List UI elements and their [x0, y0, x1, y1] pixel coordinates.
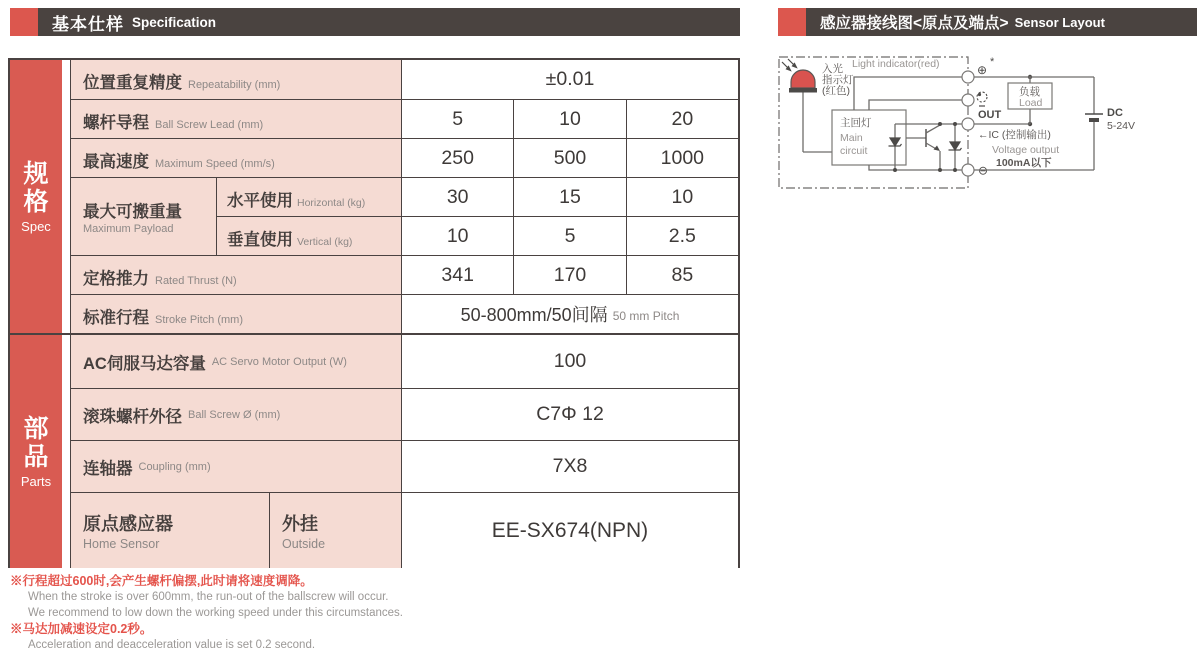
label-en: Home Sensor [83, 537, 160, 551]
red-accent-square [778, 8, 806, 36]
parts-band-label-zh: 部品 [23, 414, 49, 471]
footnote-accel-en: Acceleration and deacceleration value is set 0.2 second. [28, 639, 316, 651]
out-terminal [962, 118, 974, 130]
value-cell: 100 [401, 335, 738, 388]
sub-label [216, 217, 401, 255]
label-zh: 螺杆导程 [83, 114, 149, 132]
plus-symbol: ⊕ [977, 63, 988, 77]
value-cell: 10 [626, 178, 738, 216]
value-cell: EE-SX674(NPN) [401, 493, 738, 568]
row-label [71, 256, 401, 294]
label-zh: 垂直使用 [227, 231, 293, 249]
value-cell: 10 [401, 217, 513, 255]
label-en: Vertical (kg) [297, 236, 353, 248]
label-zh: 滚珠螺杆外径 [83, 407, 182, 426]
stroke-value-zh: 50-800mm/50间隔 [460, 305, 608, 325]
light-in-label-zh2: 指示灯 [822, 74, 854, 86]
spec-section-band [10, 60, 62, 333]
row-label [71, 60, 401, 99]
spec-header-title-zh: 基本仕样 [52, 14, 124, 34]
payload-group-label [71, 178, 216, 255]
row-label [71, 335, 401, 388]
light-in-label-zh3: (红色) [822, 85, 850, 97]
spec-header-bar [10, 8, 740, 36]
specification-table [8, 58, 740, 568]
value-cell [401, 295, 738, 333]
spec-band-label-en: Spec [21, 218, 51, 234]
sensor-wiring-diagram [774, 48, 1198, 200]
parts-band-label-en: Parts [20, 473, 52, 489]
label-en: Ball Screw Lead (mm) [155, 119, 264, 131]
value-cell: 7X8 [401, 441, 738, 492]
value-cell: C7Φ 12 [401, 389, 738, 440]
value-cell: 30 [401, 178, 513, 216]
value-cell: 5 [401, 100, 513, 138]
row-max-speed [71, 138, 738, 177]
parts-section [10, 333, 738, 568]
plus-terminal [962, 71, 974, 83]
band-gutter [62, 335, 70, 568]
row-ball-screw-lead [71, 99, 738, 138]
load-label-zh: 负载 [1019, 86, 1040, 98]
home-sensor-label [71, 493, 269, 568]
minus-symbol: ⊖ [978, 163, 989, 178]
label-zh: 连轴器 [83, 459, 133, 478]
footnotes [10, 573, 750, 654]
row-label [71, 139, 401, 177]
label-en: Outside [282, 537, 326, 551]
load-label-en: Load [1019, 97, 1043, 109]
value-cell: 5 [513, 217, 625, 255]
value-cell: 10 [513, 100, 625, 138]
main-circuit-label-zh: 主回灯 [840, 117, 872, 129]
label-zh: 标准行程 [83, 309, 149, 327]
row-home-sensor [71, 492, 738, 568]
label-en: Coupling (mm) [138, 460, 211, 473]
spec-header-title-en: Specification [132, 14, 217, 30]
dc-label: DC [1107, 107, 1123, 119]
sensor-layout-header-bar [778, 8, 1197, 36]
l-terminal [962, 94, 974, 106]
footnote-stroke-en2: We recommend to low down the working speed under this circumstances. [28, 606, 403, 619]
sensor-header-title-zh: 感应器接线图<原点及端点> [820, 15, 1009, 32]
main-circuit-label-en2: circuit [840, 145, 868, 157]
label-en: Rated Thrust (N) [155, 275, 237, 287]
home-sensor-mount-label [269, 493, 401, 568]
light-indicator-label: Light indicator(red) [852, 58, 940, 70]
row-max-payload [71, 177, 738, 255]
value-cell: 250 [401, 139, 513, 177]
row-ball-screw-dia [71, 388, 738, 440]
asterisk: * [990, 56, 995, 68]
label-zh: 水平使用 [227, 192, 293, 210]
footnote-stroke-en1: When the stroke is over 600mm, the run-out of the ballscrew will occur. [28, 591, 389, 603]
label-en: Stroke Pitch (mm) [155, 314, 244, 326]
row-payload-vertical [216, 216, 738, 255]
dc-range-label: 5-24V [1107, 120, 1136, 132]
stroke-value-en: 50 mm Pitch [612, 309, 680, 323]
row-label [71, 295, 401, 333]
label-en: Horizontal (kg) [297, 197, 366, 209]
spec-section [10, 60, 738, 333]
light-arrows-icon [782, 59, 797, 71]
dc-battery-icon [1085, 114, 1103, 120]
row-coupling [71, 440, 738, 492]
label-en: AC Servo Motor Output (W) [211, 355, 347, 368]
label-zh: AC伺服马达容量 [83, 354, 206, 373]
label-en: Repeatability (mm) [188, 79, 281, 91]
label-en: Maximum Speed (mm/s) [155, 158, 275, 170]
value-cell: 15 [513, 178, 625, 216]
label-zh: 最大可搬重量 [83, 203, 182, 221]
current-limit-label: 100mA以下 [996, 157, 1052, 169]
out-label: OUT [978, 109, 1002, 121]
footnote-accel-zh: ※马达加减速设定0.2秒。 [10, 622, 153, 636]
value-cell: 1000 [626, 139, 738, 177]
value-cell: 500 [513, 139, 625, 177]
row-payload-horizontal [216, 178, 738, 216]
value-cell: 341 [401, 256, 513, 294]
value-cell: 85 [626, 256, 738, 294]
minus-terminal [962, 164, 974, 176]
row-rated-thrust [71, 255, 738, 294]
spec-band-label-zh: 规格 [23, 159, 49, 216]
row-label [71, 441, 401, 492]
value-cell: 170 [513, 256, 625, 294]
row-servo-output [71, 335, 738, 388]
red-accent-square [10, 8, 38, 36]
band-gutter [62, 60, 70, 333]
parts-section-band [10, 335, 62, 568]
sub-label [216, 178, 401, 216]
row-label [71, 389, 401, 440]
row-stroke [71, 294, 738, 333]
label-en: Maximum Payload [83, 223, 174, 235]
spec-header-title-bar [38, 8, 740, 36]
label-en: Ball Screw Ø (mm) [188, 408, 281, 421]
light-in-label-zh1: 入光 [822, 63, 843, 75]
value-cell: 2.5 [626, 217, 738, 255]
label-zh: 位置重复精度 [83, 74, 182, 92]
sensor-header-title-en: Sensor Layout [1014, 14, 1105, 30]
sensor-header-title-bar [806, 8, 1197, 36]
voltage-output-label: Voltage output [992, 144, 1060, 156]
main-circuit-label-en1: Main [840, 132, 863, 144]
label-zh: 外挂 [282, 514, 318, 534]
label-zh: 定格推力 [83, 270, 149, 288]
row-label [71, 100, 401, 138]
row-repeatability [71, 60, 738, 99]
footnote-stroke-zh: ※行程超过600时,会产生螺杆偏摆,此时请将速度调降。 [10, 574, 313, 588]
value-cell: 20 [626, 100, 738, 138]
ic-label: ←IC (控制输出) [978, 129, 1051, 141]
label-zh: 原点感应器 [83, 514, 173, 534]
label-zh: 最高速度 [83, 153, 149, 171]
optional-terminal-dot [978, 93, 981, 96]
value-cell: ±0.01 [401, 60, 738, 99]
